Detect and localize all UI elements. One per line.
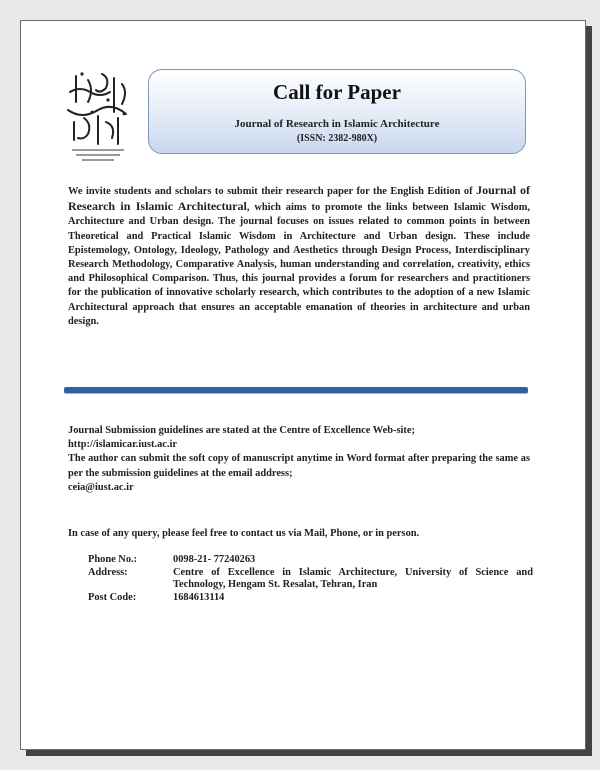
phone-value: 0098-21- 77240263 [173,554,256,565]
journal-name-text: Journal of Research in Islamic Architectural [68,183,530,214]
banner-title: Call for Paper [273,80,401,104]
intro-text: We invite students and scholars to submit their research paper for the English Edition of [68,186,473,197]
website-link[interactable]: http://islamicar.iust.ac.ir [68,439,177,451]
page-shadow-bottom [26,750,592,756]
address-value: Centre of Excellence in Islamic Architecture, University of Science and Technology, Hengam St. Resalat, Tehran, Iran [173,566,533,590]
banner-issn: (ISSN: 2382-980X) [296,133,378,144]
guidelines-line: Journal Submission guidelines are stated at the Centre of Excellence Web-site; [68,425,415,436]
page-shadow [586,26,592,756]
paragraph-rest: , which aims to promote the links between Islamic Wisdom, Architecture and Urban design. The journal focuses on issues related to common points in between Theoretical and Practical Islamic Wisdom in Architecture and Urban design. These include Epistemology, Ontology, Ideology, Pathology and Aesthetics through Design Process, Interdisciplinary Research Methodology, Comparative Analysis, human understanding and correlation, creativity, ethics and Philosophical Comparison. Thus, this journal provides a forum for researchers and practitioners for the publication of innovative scholarly research, which contributes to the adoption of a new Islamic Architectural approach that ensures an acceptable emanation of theories in architecture and urban design. [68,202,530,327]
address-label: Address: [88,566,128,578]
journal-logo-icon [62,70,134,162]
email-link[interactable]: ceia@iust.ac.ir [68,481,134,493]
call-for-paper-banner [148,69,526,154]
phone-row [88,554,533,567]
phone-label: Phone No.: [88,554,138,565]
postcode-row [88,592,533,605]
section-divider [64,387,528,393]
contact-details [88,554,533,604]
postcode-value: 1684613114 [173,591,225,603]
submission-instruction: The author can submit the soft copy of manuscript anytime in Word format after preparing the same as per the submission guidelines at the email address; [68,453,530,479]
submission-guidelines [68,424,530,495]
postcode-label: Post Code: [88,591,137,603]
banner-journal-name: Journal of Research in Islamic Architecture [234,118,440,130]
invitation-paragraph [68,183,530,329]
address-row [88,567,533,592]
query-note: In case of any query, please feel free to contact us via Mail, Phone, or in person. [68,528,420,539]
